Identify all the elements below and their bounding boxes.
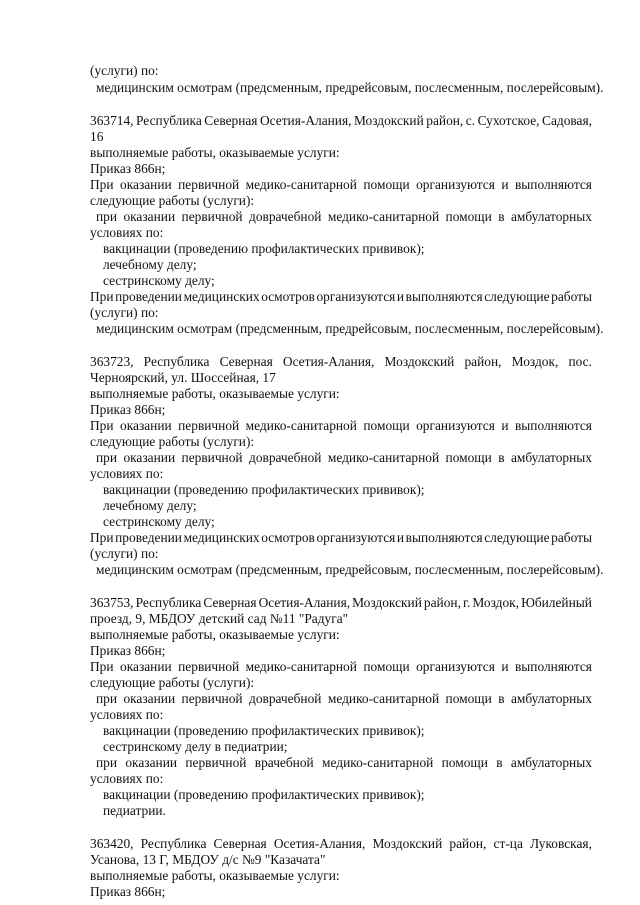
word: помощи	[363, 659, 410, 674]
word: работы	[551, 289, 592, 304]
text-line: выполняемые работы, оказываемые услуги:	[90, 627, 340, 642]
word: При	[90, 418, 114, 433]
word: помощи	[445, 691, 492, 706]
word: при	[96, 209, 118, 224]
address-line: Усанова, 13 Г, МБДОУ д/с №9 "Казачата"	[90, 852, 326, 867]
word: первичной	[181, 450, 243, 465]
text-line: Приказ 866н;	[90, 884, 166, 899]
word: медико-санитарной	[327, 209, 440, 224]
text-line: (услуги) по:	[90, 305, 159, 320]
justified-line	[90, 177, 592, 193]
word: Осетия-Алания,	[259, 113, 352, 128]
word: Республика	[143, 354, 210, 369]
word: Моздокский	[384, 354, 455, 369]
justified-line	[90, 418, 592, 434]
text-line: Приказ 866н;	[90, 643, 166, 658]
address-line	[90, 354, 592, 370]
word: работы	[551, 530, 592, 545]
word: медико-санитарной	[327, 450, 440, 465]
word: организуются	[416, 177, 495, 192]
word: Луковская,	[530, 836, 592, 851]
address-line	[90, 836, 592, 852]
word: первичной	[181, 209, 243, 224]
word: в	[496, 755, 503, 770]
justified-line	[90, 530, 592, 546]
text-line: следующие работы (услуги):	[90, 434, 255, 449]
word: оказании	[120, 659, 172, 674]
word: Осетия-Алания,	[258, 595, 351, 610]
word: амбулаторных	[510, 691, 592, 706]
word: район,	[449, 836, 487, 851]
word: Сухотское,	[477, 113, 540, 128]
word: Северная	[213, 836, 267, 851]
word: оказании	[120, 418, 172, 433]
text-line: следующие работы (услуги):	[90, 675, 255, 690]
word: следующие	[484, 530, 550, 545]
address-line: 16	[90, 129, 104, 144]
word: Республика	[140, 836, 207, 851]
text-line: лечебному делу;	[103, 498, 197, 513]
word: Моздокский	[352, 595, 422, 610]
word: помощи	[445, 450, 492, 465]
text-line: вакцинации (проведению профилактических прививок);	[103, 723, 425, 738]
word: Моздок,	[472, 595, 520, 610]
text-line: выполняемые работы, оказываемые услуги:	[90, 868, 340, 883]
word: оказании	[123, 450, 176, 465]
word: проведении	[115, 289, 182, 304]
word: Северная	[203, 595, 257, 610]
word: При	[90, 530, 114, 545]
word: 363714,	[90, 113, 134, 128]
text-line: вакцинации (проведению профилактических прививок);	[103, 482, 425, 497]
word: медико-санитарной	[245, 659, 357, 674]
word: организуются	[316, 530, 396, 545]
text-line: медицинским осмотрам (предсменным, предрейсовым, послесменным, послерейсовым).	[96, 80, 604, 95]
word: район,	[426, 113, 464, 128]
text-line: выполняемые работы, оказываемые услуги:	[90, 386, 340, 401]
word: медицинских	[183, 289, 260, 304]
word: пос.	[568, 354, 592, 369]
word: с.	[465, 113, 476, 128]
word: Моздок,	[511, 354, 559, 369]
word: при	[96, 691, 118, 706]
word: выполняются	[405, 530, 483, 545]
word: оказании	[123, 209, 176, 224]
word: выполняются	[514, 418, 592, 433]
word: амбулаторных	[510, 755, 592, 770]
text-line: лечебному делу;	[103, 257, 197, 272]
word: первичной	[178, 177, 240, 192]
word: следующие	[484, 289, 550, 304]
text-line: выполняемые работы, оказываемые услуги:	[90, 145, 340, 160]
justified-line	[90, 289, 592, 305]
word: проведении	[115, 530, 182, 545]
text-line: следующие работы (услуги):	[90, 193, 255, 208]
word: помощи	[445, 209, 492, 224]
word: помощи	[363, 177, 410, 192]
word: Республика	[135, 595, 202, 610]
word: и	[501, 659, 509, 674]
word: медицинских	[183, 530, 260, 545]
word: первичной	[178, 418, 240, 433]
word: и	[396, 289, 405, 304]
word: выполняются	[405, 289, 483, 304]
word: ст-ца	[493, 836, 523, 851]
word: Юбилейный	[521, 595, 592, 610]
word: доврачебной	[249, 450, 322, 465]
word: При	[90, 177, 114, 192]
text-line: Приказ 866н;	[90, 402, 166, 417]
word: амбулаторных	[510, 209, 592, 224]
justified-line	[96, 209, 592, 225]
word: доврачебной	[249, 209, 322, 224]
word: Моздокский	[353, 113, 424, 128]
text-line: сестринскому делу;	[103, 514, 215, 529]
text-line: условиях по:	[90, 707, 164, 722]
text-line: вакцинации (проведению профилактических прививок);	[103, 241, 425, 256]
justified-line	[96, 755, 592, 771]
justified-line	[96, 691, 592, 707]
word: первичной	[185, 755, 247, 770]
word: Северная	[204, 113, 258, 128]
word: Северная	[219, 354, 273, 369]
text-line: условиях по:	[90, 466, 164, 481]
word: первичной	[181, 691, 243, 706]
word: выполняются	[514, 177, 592, 192]
word: выполняются	[514, 659, 592, 674]
word: район,	[464, 354, 502, 369]
word: медико-санитарной	[327, 691, 440, 706]
word: Осетия-Алания,	[273, 836, 366, 851]
word: организуются	[416, 418, 495, 433]
word: осмотров	[261, 530, 315, 545]
word: организуются	[416, 659, 495, 674]
word: организуются	[316, 289, 396, 304]
word: и	[396, 530, 405, 545]
word: доврачебной	[249, 691, 322, 706]
word: осмотров	[261, 289, 315, 304]
word: в	[498, 691, 505, 706]
word: амбулаторных	[510, 450, 592, 465]
word: г.	[462, 595, 471, 610]
justified-line	[96, 450, 592, 466]
word: в	[498, 450, 505, 465]
text-line: медицинским осмотрам (предсменным, предрейсовым, послесменным, послерейсовым).	[96, 562, 604, 577]
word: район,	[423, 595, 461, 610]
word: и	[501, 177, 509, 192]
text-line: условиях по:	[90, 771, 164, 786]
justified-line	[90, 659, 592, 675]
text-line: медицинским осмотрам (предсменным, предрейсовым, послесменным, послерейсовым).	[96, 321, 604, 336]
word: оказании	[123, 691, 176, 706]
word: медико-санитарной	[245, 177, 357, 192]
word: При	[90, 289, 114, 304]
text-line: педиатрии.	[103, 803, 166, 818]
text-line: сестринскому делу в педиатрии;	[103, 739, 288, 754]
word: 363723,	[90, 354, 134, 369]
word: оказании	[120, 177, 172, 192]
word: оказании	[125, 755, 178, 770]
address-line	[90, 113, 592, 129]
text-line: (услуги) по:	[90, 546, 159, 561]
text-line: (услуги) по:	[90, 63, 159, 78]
word: первичной	[178, 659, 240, 674]
text-line: вакцинации (проведению профилактических прививок);	[103, 787, 425, 802]
address-line: Черноярский, ул. Шоссейная, 17	[90, 370, 276, 385]
address-line	[90, 595, 592, 611]
text-line: условиях по:	[90, 225, 164, 240]
word: Моздокский	[372, 836, 443, 851]
word: врачебной	[254, 755, 314, 770]
word: Садовая,	[542, 113, 592, 128]
text-line: сестринскому делу;	[103, 273, 215, 288]
word: Республика	[136, 113, 202, 128]
word: помощи	[363, 418, 410, 433]
word: 363753,	[90, 595, 134, 610]
word: в	[498, 209, 505, 224]
word: помощи	[441, 755, 488, 770]
word: медико-санитарной	[322, 755, 434, 770]
word: При	[90, 659, 114, 674]
word: медико-санитарной	[245, 418, 357, 433]
word: при	[96, 755, 118, 770]
address-line: проезд, 9, МБДОУ детский сад №11 "Радуга"	[90, 611, 349, 626]
word: Осетия-Алания,	[282, 354, 375, 369]
word: и	[501, 418, 509, 433]
word: при	[96, 450, 118, 465]
text-line: Приказ 866н;	[90, 161, 166, 176]
word: 363420,	[90, 836, 134, 851]
